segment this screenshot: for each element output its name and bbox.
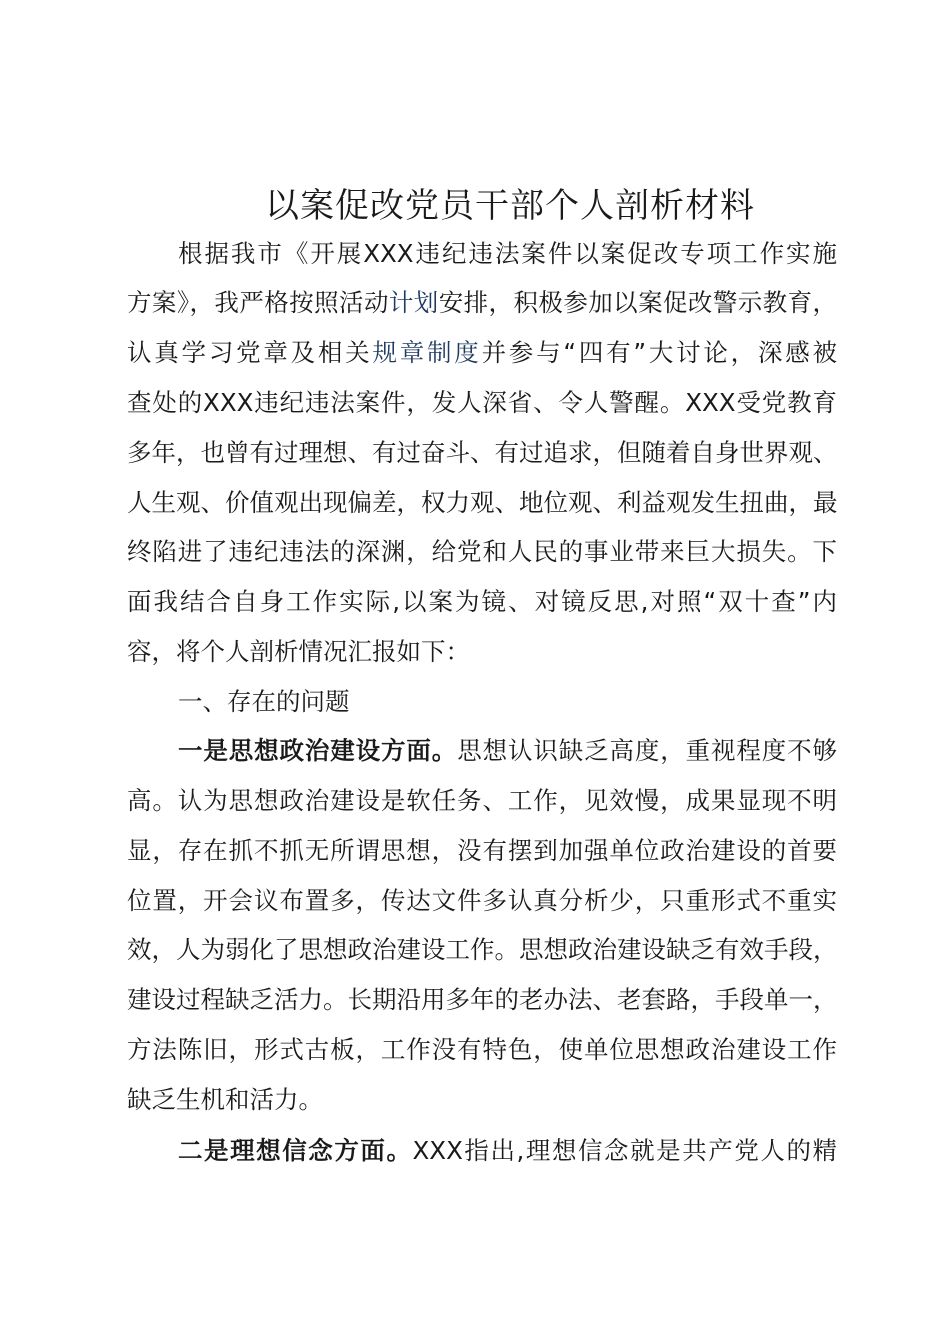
paragraph-line bbox=[127, 534, 837, 570]
paragraph-line bbox=[127, 982, 837, 1018]
section-heading bbox=[178, 684, 837, 720]
line-text: 位置，开会议布置多，传达文件多认真分析少，只重形式不重实 bbox=[127, 886, 837, 915]
document-title: 以案促改党员干部个人剖析材料 bbox=[265, 186, 755, 226]
paragraph-line bbox=[127, 1032, 837, 1068]
line-text: 高。认为思想政治建设是软任务、工作，见效慢，成果显现不明 bbox=[127, 786, 837, 815]
paragraph-line bbox=[178, 733, 837, 769]
line-text: 建设过程缺乏活力。长期沿用多年的老办法、老套路，手段单一， bbox=[127, 985, 838, 1014]
line-text: 查处的XXX违纪违法案件，发人深省、令人警醒。XXX受党教育 bbox=[127, 388, 837, 417]
line-text: 根据我市《开展XXX违纪违法案件以案促改专项工作实施 bbox=[178, 239, 837, 268]
paragraph-line bbox=[127, 385, 837, 421]
line-text: 面我结合自身工作实际,以案为镜、对镜反思,对照“双十查”内 bbox=[127, 587, 837, 616]
line-text: 一、存在的问题 bbox=[178, 687, 350, 716]
line-text: XXX指出,理想信念就是共产党人的精 bbox=[412, 1136, 838, 1165]
paragraph-line bbox=[127, 584, 837, 620]
line-text: 并参与“四有”大讨论，深感被 bbox=[481, 338, 838, 367]
bold-lead: 二是理想信念方面。 bbox=[178, 1136, 413, 1165]
line-text: 方案》，我严格按照活动 bbox=[127, 288, 389, 317]
line-text: 容，将个人剖析情况汇报如下： bbox=[127, 637, 470, 666]
paragraph-line bbox=[127, 485, 837, 521]
paragraph-line bbox=[127, 932, 837, 968]
line-text: 终陷进了违纪违法的深渊，给党和人民的事业带来巨大损失。下 bbox=[127, 537, 837, 566]
line-text: 效，人为弱化了思想政治建设工作。思想政治建设缺乏有效手段， bbox=[127, 935, 838, 964]
paragraph-line bbox=[127, 435, 837, 471]
line-text: 显，存在抓不抓无所谓思想，没有摆到加强单位政治建设的首要 bbox=[127, 836, 837, 865]
paragraph-line bbox=[127, 335, 837, 371]
paragraph-line bbox=[127, 1082, 837, 1118]
line-text: 人生观、价值观出现偏差，权力观、地位观、利益观发生扭曲，最 bbox=[127, 488, 838, 517]
line-text: 安排，积极参加以案促改警示教育， bbox=[438, 288, 838, 317]
plan-link[interactable]: 计划 bbox=[388, 288, 439, 317]
line-text: 方法陈旧，形式古板，工作没有特色，使单位思想政治建设工作 bbox=[127, 1035, 837, 1064]
paragraph-line bbox=[178, 1133, 837, 1169]
paragraph-line bbox=[127, 285, 837, 321]
paragraph-line bbox=[127, 783, 837, 819]
bold-lead: 一是思想政治建设方面。 bbox=[178, 736, 458, 765]
paragraph-line bbox=[178, 236, 837, 272]
paragraph-line bbox=[127, 883, 837, 919]
line-text: 认真学习党章及相关 bbox=[127, 338, 373, 367]
line-text: 缺乏生机和活力。 bbox=[127, 1085, 323, 1114]
regulations-link[interactable]: 规章制度 bbox=[372, 338, 482, 367]
line-text: 思想认识缺乏高度，重视程度不够 bbox=[457, 736, 838, 765]
paragraph-line bbox=[127, 634, 837, 670]
paragraph-line bbox=[127, 833, 837, 869]
line-text: 多年，也曾有过理想、有过奋斗、有过追求，但随着自身世界观、 bbox=[127, 438, 838, 467]
